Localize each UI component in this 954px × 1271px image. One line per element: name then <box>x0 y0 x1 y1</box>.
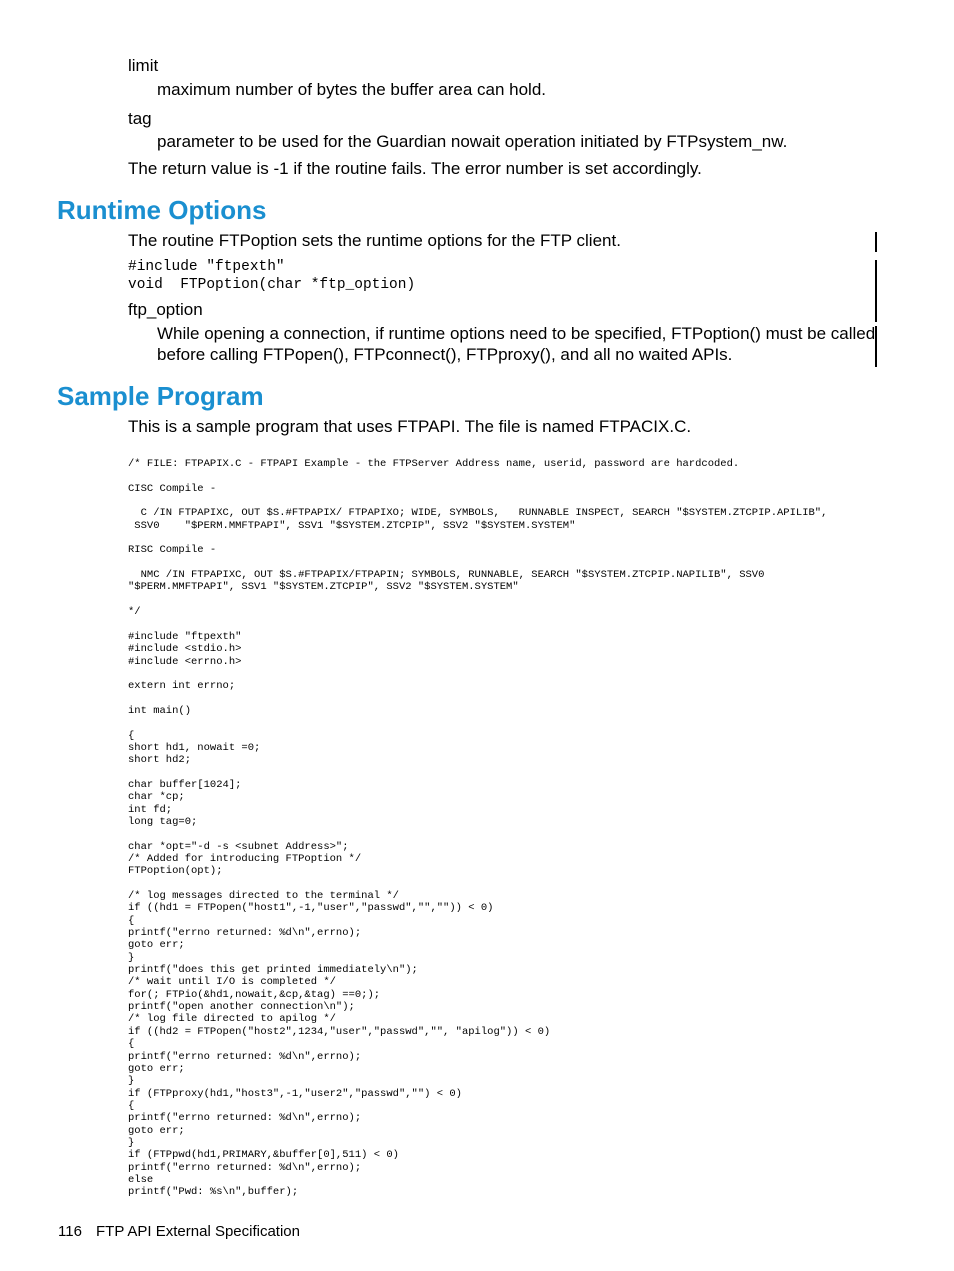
change-bar <box>875 260 877 322</box>
runtime-options-heading: Runtime Options <box>57 195 267 225</box>
ftpoption-signature: #include "ftpexth" void FTPoption(char *ftp_option) <box>128 259 416 293</box>
term-tag: tag <box>128 109 152 128</box>
runtime-options-intro: The routine FTPoption sets the runtime options for the FTP client. <box>128 231 621 250</box>
sample-program-heading: Sample Program <box>57 381 264 411</box>
change-bar <box>875 232 877 252</box>
sample-program-intro: This is a sample program that uses FTPAPI. The file is named FTPACIX.C. <box>128 417 692 436</box>
footer-title: FTP API External Specification <box>96 1223 300 1240</box>
sample-code-listing: /* FILE: FTPAPIX.C - FTPAPI Example - the FTPServer Address name, userid, password are hardcoded. CISC Compile - C /IN FTPAPIXC, OUT $S.#FTPAPIX/ FTPAPIXO; WIDE, SYMBOLS, RUNNABLE INSPECT, SEARCH "$SYSTEM.ZTCPIP.APILIB", SSV0 "$PERM.MMFTPAPI", SSV1 "$SYSTEM.ZTCPIP", SSV2 "$SYSTEM.SYSTEM" RISC Compile - NMC /IN FTPAPIXC, OUT $S.#FTPAPIX/FTPAPIN; SYMBOLS, RUNNABLE, SEARCH "$SYSTEM.ZTCPIP.NAPILIB", SSV0 "$PERM.MMFTPAPI", SSV1 "$SYSTEM.ZTCPIP", SSV2 "$SYSTEM.SYSTEM" */ #include "ftpexth" #include <stdio.h> #include <errno.h> extern int errno; int main() { short hd1, nowait =0; short hd2; char buffer[1024]; char *cp; int fd; long tag=0; char *opt="-d -s <subnet Address>"; /* Added for introducing FTPoption */ FTPoption(opt); /* log messages directed to the terminal */ if ((hd1 = FTPopen("host1",-1,"user","passwd","","")) < 0) { printf("errno returned: %d\n",errno); goto err; } printf("does this get printed immediately\n"); /* wait until I/O is completed */ for(; FTPio(&hd1,nowait,&cp,&tag) ==0;); printf("open another connection\n"); /* log file directed to apilog */ if ((hd2 = FTPopen("host2",1234,"user","passwd","", "apilog")) < 0) { printf("errno returned: %d\n",errno); goto err; } if (FTPproxy(hd1,"host3",-1,"user2","passwd","") < 0) { printf("errno returned: %d\n",errno); goto err; } if (FTPpwd(hd1,PRIMARY,&buffer[0],511) < 0) printf("errno returned: %d\n",errno); else printf("Pwd: %s\n",buffer); <box>128 458 828 1199</box>
description-limit: maximum number of bytes the buffer area can hold. <box>157 80 546 99</box>
param-term-ftp-option: ftp_option <box>128 300 203 319</box>
param-description-line-2: before calling FTPopen(), FTPconnect(), FTPproxy(), and all no waited APIs. <box>157 345 733 364</box>
return-value-text: The return value is -1 if the routine fails. The error number is set accordingly. <box>128 159 702 178</box>
description-tag: parameter to be used for the Guardian nowait operation initiated by FTPsystem_nw. <box>157 132 788 151</box>
page-number: 116 <box>58 1223 82 1240</box>
change-bar <box>875 326 877 367</box>
param-description-line-1: While opening a connection, if runtime options need to be specified, FTPoption() must be called <box>157 324 876 343</box>
term-limit: limit <box>128 56 159 75</box>
